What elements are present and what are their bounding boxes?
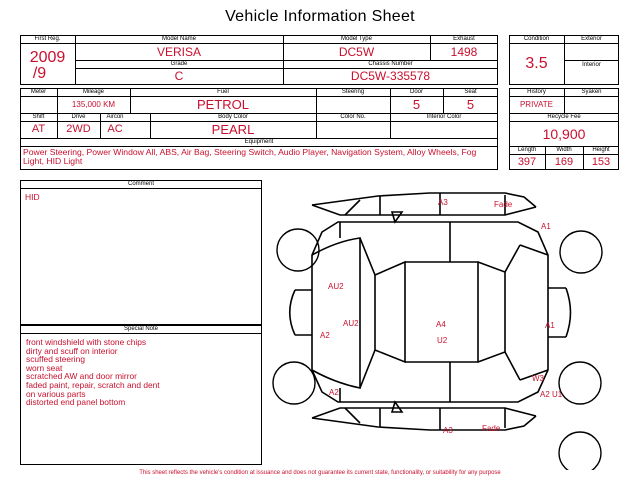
body-color-value: PEARL [211,122,255,137]
sheet-title: Vehicle Information Sheet [225,8,415,25]
special-note-line: scuffed steering [26,354,85,365]
damage-mark: A1 [545,321,555,330]
length-label: Length [517,147,537,153]
first-reg-label: First Reg. [34,36,61,42]
comment-box [20,180,262,325]
damage-mark: A2 [320,331,330,340]
damage-mark: W3 [532,374,544,383]
damage-mark: A3 [438,198,448,207]
special-note-line: worn seat [26,362,63,373]
special-note-line: scratched AW and door mirror [26,371,137,382]
grade-label: Grade [170,61,188,67]
special-note-line: dirty and scuff on interior [26,345,118,356]
grade-value: C [174,69,184,83]
interior-label: Interior [582,62,601,68]
seat-value: 5 [466,97,475,112]
wheel-front-left-top [277,229,319,271]
chassis-number-label: Chassis Number [368,61,413,67]
body-color-label: Body Color [218,114,248,120]
damage-mark: A4 [436,320,446,329]
history-value: PRIVATE [519,100,554,109]
special-note-line: distorted end panel bottom [26,397,126,408]
meter-label: Meter [30,89,47,95]
color-no-label: Color No. [340,114,366,120]
model-name-label: Model Name [161,36,196,42]
door-value: 5 [412,97,421,112]
aircon-label: Aircon [106,114,124,120]
damage-mark: Fade [482,424,501,433]
width-label: Width [556,147,572,153]
shift-label: Shift [32,114,45,120]
fuel-label: Fuel [217,89,229,95]
drive-label: Drive [71,114,86,120]
first-reg-month: /9 [32,65,47,82]
damage-mark: A1 [541,222,551,231]
steering-label: Steering [341,89,365,95]
wheel-rear-right-top [560,231,602,273]
exhaust-label: Exhaust [453,36,475,42]
wheel-spare [559,432,601,470]
model-type-label: Model Type [341,36,372,42]
condition-value: 3.5 [525,55,548,72]
width-value: 169 [554,156,574,168]
special-note-label: Special Note [123,326,159,332]
syaken-label: Syaken [581,89,602,95]
wheel-rear-right-bottom [559,362,601,404]
recycle-fee-value: 10,900 [542,126,586,142]
door-label: Door [409,89,423,95]
height-label: Height [592,147,610,153]
drive-value: 2WD [66,123,91,135]
interior-color-label: Interior Color [426,114,462,120]
mileage-value: 135,000 KM [71,100,116,109]
damage-mark: AU2 [328,282,344,291]
wheel-front-left-bottom [273,362,315,404]
special-note-line: on various parts [26,388,86,399]
damage-mark: U2 [437,336,448,345]
damage-mark: A2 U1 [540,390,563,399]
exhaust-value: 1498 [450,45,478,59]
condition-label: Condition [523,36,550,42]
special-note-line: faded paint, repair, scratch and dent [26,379,160,390]
length-value: 397 [517,156,537,168]
damage-mark: A3 [443,426,453,435]
height-value: 153 [591,156,611,168]
comment-value: HID [25,192,40,202]
model-name-value: VERISA [156,45,201,59]
first-reg-year: 2009 [29,49,66,66]
history-label: History [527,89,546,95]
equipment-value: Power Steering, Power Window All, ABS, Air Bag, Steering Switch, Audio Player, Navigation System, Alloy Wheels, Fog Light, HID Light [23,147,477,166]
mileage-label: Mileage [82,89,104,95]
special-note-line: front windshield with stone chips [26,337,147,347]
damage-mark: AU2 [343,319,359,328]
recycle-fee-label: Recycle Fee [547,114,581,120]
model-type-value: DC5W [338,45,375,59]
seat-label: Seat [464,89,477,95]
aircon-value: AC [107,123,123,135]
shift-value: AT [31,123,46,135]
fuel-value: PETROL [196,97,249,112]
disclaimer-footer: This sheet reflects the vehicle's condition at issuance and does not guarantee its current state, functionality, or suitability for any purpose [139,470,501,476]
damage-mark: Fade [494,200,513,209]
comment-label: Comment [127,181,154,187]
exterior-label: Exterior [581,36,602,42]
special-note-list [26,338,160,407]
equipment-label: Equipment [244,139,274,145]
chassis-number-value: DC5W-335578 [350,69,431,83]
damage-mark: A2 [329,388,339,397]
